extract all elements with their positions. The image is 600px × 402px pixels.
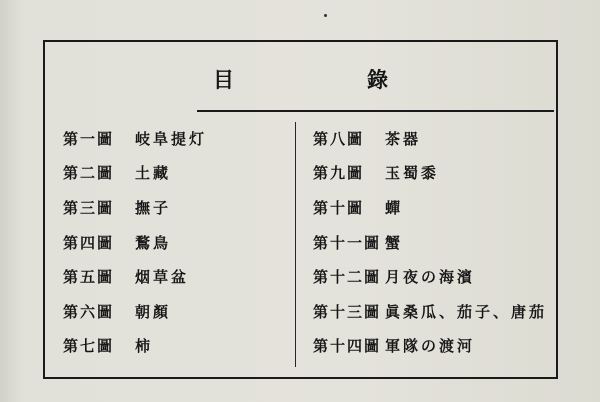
contents-entry bbox=[313, 294, 547, 329]
contents-entry bbox=[313, 121, 547, 156]
column-divider bbox=[295, 122, 296, 367]
contents-entry bbox=[313, 225, 547, 260]
figure-number: 第十圖 bbox=[313, 198, 365, 217]
figure-number: 第十四圖 bbox=[313, 337, 382, 356]
figure-caption: 軍隊の渡河 bbox=[385, 337, 476, 356]
contents-entry bbox=[313, 156, 547, 191]
figure-caption: 蟹 bbox=[385, 233, 404, 252]
figure-number: 第十三圖 bbox=[313, 302, 382, 321]
contents-entry bbox=[63, 225, 207, 260]
contents-entry bbox=[313, 329, 547, 364]
left-column bbox=[63, 121, 207, 363]
contents-entry bbox=[63, 259, 207, 294]
contents-entry bbox=[63, 156, 207, 191]
figure-number: 第八圖 bbox=[313, 129, 365, 148]
figure-caption: 岐阜提灯 bbox=[135, 129, 208, 148]
figure-caption: 月夜の海濱 bbox=[385, 268, 476, 287]
contents-entry bbox=[63, 329, 207, 364]
contents-frame bbox=[43, 40, 558, 379]
contents-entry bbox=[63, 121, 207, 156]
figure-number: 第九圖 bbox=[313, 164, 365, 183]
contents-entry bbox=[313, 190, 547, 225]
figure-number: 第十一圖 bbox=[313, 233, 382, 252]
figure-caption: 茶器 bbox=[385, 129, 422, 148]
figure-caption: 烟草盆 bbox=[135, 268, 190, 287]
contents-entry bbox=[63, 190, 207, 225]
figure-caption: 撫子 bbox=[135, 198, 172, 217]
title-rule bbox=[197, 110, 554, 112]
figure-number: 第二圖 bbox=[63, 164, 115, 183]
figure-number: 第三圖 bbox=[63, 198, 115, 217]
figure-caption: 鶩鳥 bbox=[135, 233, 172, 252]
figure-number: 第六圖 bbox=[63, 302, 115, 321]
figure-caption: 眞桑瓜、茄子、唐茄 bbox=[385, 302, 548, 321]
page-speck bbox=[324, 14, 327, 17]
contents-entry bbox=[313, 259, 547, 294]
figure-caption: 蟬 bbox=[385, 198, 404, 217]
figure-caption: 土藏 bbox=[135, 164, 172, 183]
figure-number: 第十二圖 bbox=[313, 268, 382, 287]
figure-number: 第一圖 bbox=[63, 129, 115, 148]
figure-caption: 柿 bbox=[135, 337, 154, 356]
contents-entry bbox=[63, 294, 207, 329]
figure-caption: 朝顏 bbox=[135, 302, 172, 321]
figure-number: 第四圖 bbox=[63, 233, 115, 252]
figure-number: 第五圖 bbox=[63, 268, 115, 287]
figure-number: 第七圖 bbox=[63, 337, 115, 356]
right-column bbox=[313, 121, 547, 363]
contents-title: 目 錄 bbox=[213, 67, 444, 92]
figure-caption: 玉蜀黍 bbox=[385, 164, 440, 183]
